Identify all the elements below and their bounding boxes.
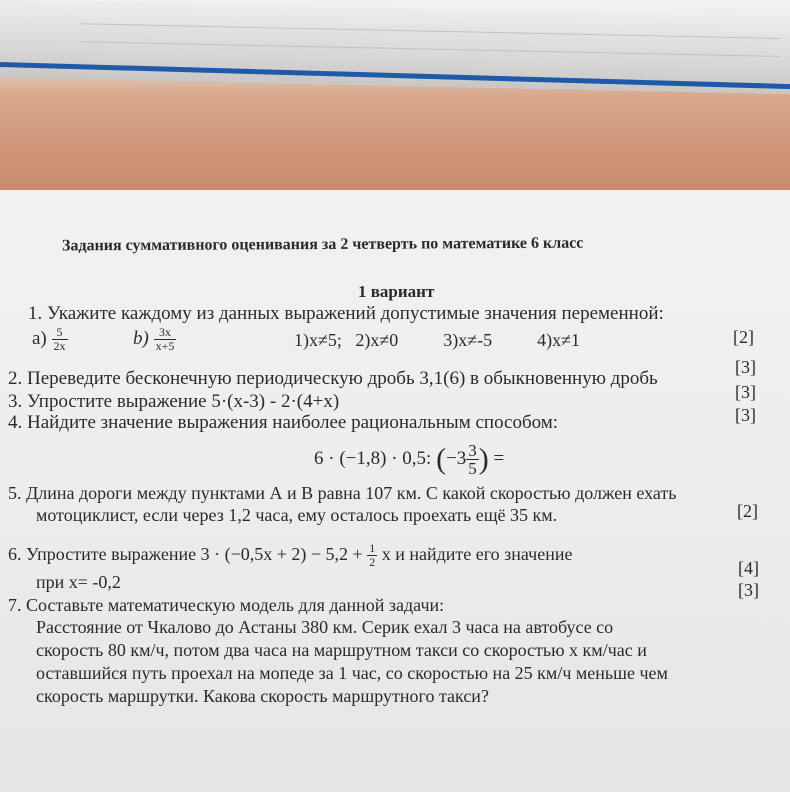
task-6-line-1: 6. Упростите выражение 3 · (−0,5x + 2) − 5,2 + $\frac{1}{2}$ x и найдите его значение bbox=[8, 541, 573, 570]
task-7-line-4: оставшийся путь проехал на мопеде за 1 час, со скоростью на 25 км/ч меньше чем bbox=[36, 663, 668, 683]
task-7-score: [3] bbox=[738, 580, 759, 600]
fraction-a: $\frac{5}{2x}$ bbox=[53, 325, 66, 353]
fraction-b: $\frac{3x}{x+5}$ bbox=[155, 325, 175, 353]
task-4-text: 4. Найдите значение выражения наиболее рациональным способом: bbox=[8, 412, 559, 433]
task-4-score: [3] bbox=[735, 405, 756, 425]
variant-heading: 1 вариант bbox=[358, 282, 435, 301]
worksheet-paper bbox=[0, 190, 790, 792]
task-3-score: [3] bbox=[735, 382, 756, 402]
task-2-text: 2. Переведите бесконечную периодическую дробь 3,1(6) в обыкновенную дробь bbox=[8, 368, 658, 389]
task-1-score: [2] bbox=[733, 327, 754, 347]
ruled-line bbox=[80, 23, 780, 39]
task-2-score: [3] bbox=[735, 357, 756, 377]
ruled-line bbox=[80, 41, 780, 57]
task-1-options: 1)x≠5; 2)x≠0 3)x≠-5 4)x≠1 bbox=[294, 330, 580, 350]
task-3-text: 3. Упростите выражение 5·(x-3) - 2·(4+x) bbox=[8, 391, 340, 412]
task-5-line-2: мотоциклист, если через 1,2 часа, ему осталось проехать ещё 35 км. bbox=[36, 505, 558, 525]
task-7-line-1: 7. Составьте математическую модель для данной задачи: bbox=[8, 595, 445, 615]
task-1-text: 1. Укажите каждому из данных выражений допустимые значения переменной: bbox=[28, 303, 664, 324]
task-5-score: [2] bbox=[737, 501, 758, 521]
task-5-line-1: 5. Длина дороги между пунктами А и В равна 107 км. С какой скоростью должен ехать bbox=[8, 483, 677, 503]
worksheet-title: Задания суммативного оценивания за 2 четверть по математике 6 класс bbox=[61, 234, 584, 255]
task-6-score: [4] bbox=[738, 558, 759, 578]
task-1-expressions: a) $\frac{5}{2x}$ b) $\frac{3x}{x+5}$ bbox=[32, 325, 175, 353]
task-7-line-5: скорость маршрутки. Какова скорость маршрутного такси? bbox=[36, 686, 489, 706]
fraction-half: $\frac{1}{2}$ bbox=[369, 541, 376, 570]
task-7-line-2: Расстояние от Чкалово до Астаны 380 км. Серик ехал 3 часа на автобусе со bbox=[36, 617, 614, 637]
task-4-expression: 6 · (−1,8) · 0,5: (−3 $\frac{3}{5}$ ) = bbox=[314, 441, 505, 479]
task-7-line-3: скорость 80 км/ч, потом два часа на маршрутном такси со скоростью x км/час и bbox=[36, 640, 647, 660]
task-6-line-2: при x= -0,2 bbox=[36, 572, 121, 592]
mixed-fraction: $\frac{3}{5}$ bbox=[468, 441, 477, 479]
